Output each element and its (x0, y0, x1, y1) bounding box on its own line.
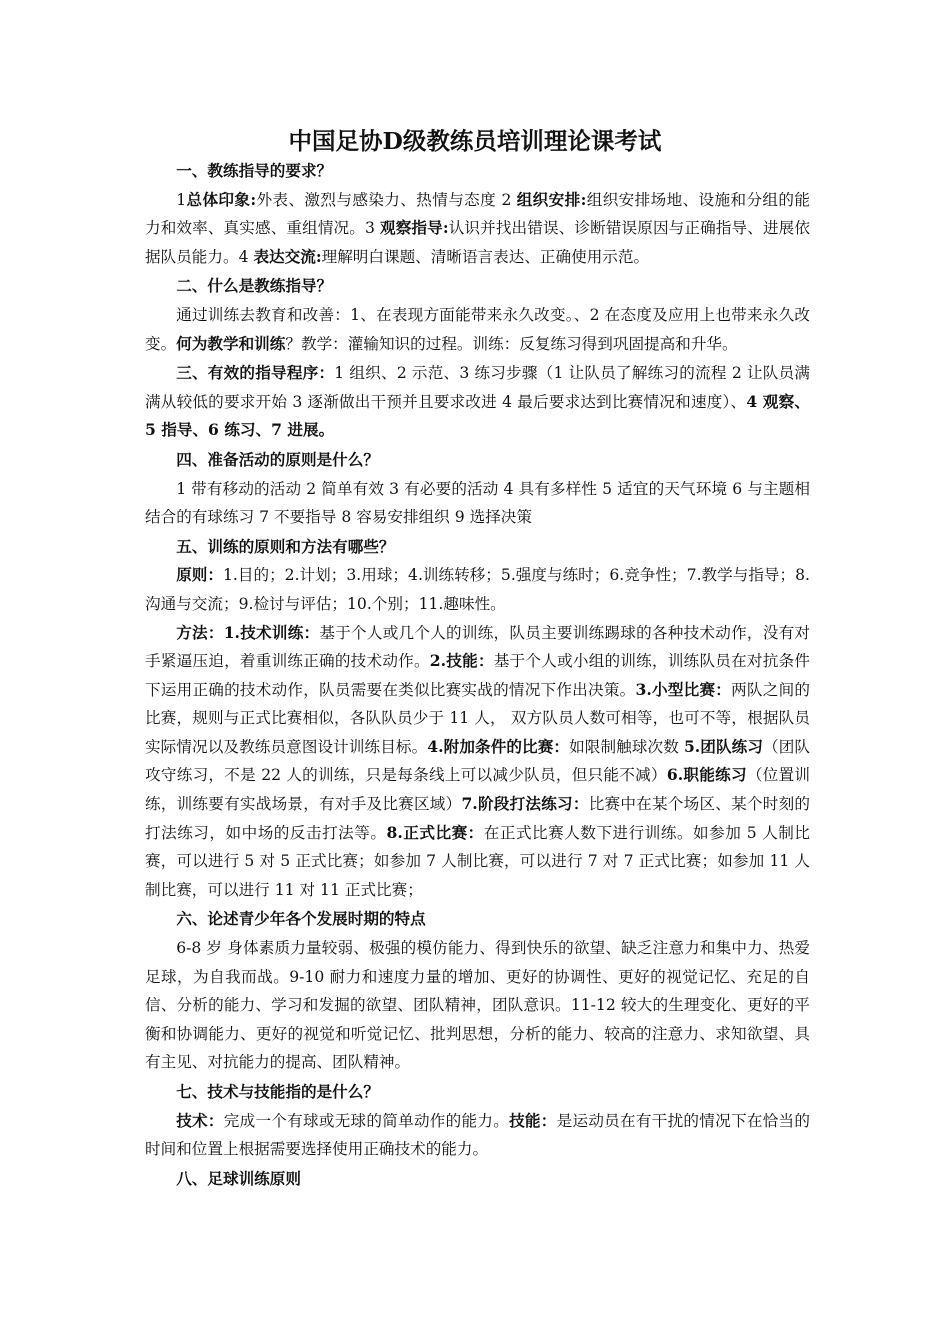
section-3-paragraph (145, 359, 810, 445)
bold-term: 2.技能： (429, 651, 494, 671)
bold-term: 7.阶段打法练习： (461, 794, 589, 814)
text-run: 1 (176, 190, 187, 209)
document-title: 中国足协D级教练员培训理论课考试 (288, 127, 662, 155)
text-run: 外表、激烈与感染力、热情与态度 2 (256, 190, 517, 209)
section-heading-6: 六、论述青少年各个发展时期的特点 (176, 909, 426, 929)
text-run: （团队攻守练习，不是 22 人的训练，只是每条线上可以减少队员，但只能不减） (145, 737, 810, 785)
section-2-paragraph (145, 301, 810, 358)
text-run: （位置训练，训练要有实战场景，有对手及比赛区域） (145, 766, 810, 814)
text-run: 是运动员在有干扰的情况下在恰当的时间和位置上根据需要选择使用正确技术的能力。 (145, 1111, 810, 1159)
text-run: 如限制触球次数 (569, 737, 684, 756)
bold-term: 组织安排: (516, 189, 587, 209)
section-heading-1: 一、教练指导的要求？ (176, 161, 333, 180)
methods-paragraph (145, 619, 810, 905)
bold-term: 表达交流: (253, 246, 322, 266)
text-run: 通过训练去教育和改善：1、在表现方面能带来永久改变。、2 在态度及应用上也带来永久改变。 (145, 305, 810, 353)
text-run: 完成一个有球或无球的简单动作的能力。 (223, 1111, 510, 1130)
section-7-paragraph (145, 1107, 810, 1164)
bold-term: 观察指导: (379, 218, 449, 238)
bold-term: 原则： (176, 565, 223, 585)
document-body (145, 156, 810, 1193)
text-run: 比赛中在某个场区、某个时刻的打法练习，如中场的反击打法等。 (145, 795, 810, 842)
section-4-paragraph: 1 带有移动的活动 2 简单有效 3 有必要的活动 4 具有多样性 5 适宜的天气环境 6 与主题相结合的有球练习 7 不要指导 8 容易安排组织 9 选择决策 (145, 479, 810, 527)
text-run: 理解明白课题、清晰语言表达、正确使用示范。 (321, 247, 650, 266)
text-run: 基于个人或几个人的训练，队员主要训练踢球的各种技术动作，没有对手紧逼压迫，着重训练正确的技术动作。 (145, 623, 810, 671)
section-6-paragraph: 6-8 岁 身体素质力量较弱、极强的模仿能力、得到快乐的欲望、缺乏注意力和集中力、热爱足球，为自我而战。9-10 耐力和速度力量的增加、更好的协调性、更好的视觉记忆、充足的自信、分析的能力、学习和发掘的欲望、团队精神，团队意识。11-12 较大的生理变化、更好的平衡和协调能力、更好的视觉和听觉记忆、批判思想，分析的能力、较高的注意力、求知欲望、具有主见、对抗能力的提高、团队精神。 (145, 939, 810, 1072)
bold-term: 总体印象: (186, 189, 257, 209)
text-run: 1.目的；2.计划；3.用球；4.训练转移；5.强度与练时；6.竞争性；7.教学与指导；8.沟通与交流；9.检讨与评估；10.个别；11.趣味性。 (145, 566, 810, 613)
text-run: 在正式比赛人数下进行训练。如参加 5 人制比赛，可以进行 5 对 5 正式比赛；如参加 7 人制比赛，可以进行 7 对 7 正式比赛；如参加 11 人制比赛，可以进行 11 对 11 正式比赛； (145, 823, 810, 899)
text-run: 两队之间的比赛，规则与正式比赛相似，各队队员少于 11 人， 双方队员人数可相等，也可不等，根据队员实际情况以及教练员意图设计训练目标。 (145, 680, 810, 756)
section-heading-2: 二、什么是教练指导？ (176, 276, 333, 296)
bold-term: 4.附加条件的比赛： (427, 736, 570, 756)
section-heading-3: 三、有效的指导程序： (176, 363, 335, 383)
principles-paragraph (145, 561, 810, 618)
section-1-paragraph (145, 186, 810, 272)
section-heading-5: 五、训练的原则和方法有哪些？ (176, 536, 395, 556)
bold-term: 技术： (176, 1110, 224, 1130)
text-run: 组织安排场地、设施和分组的能力和效率、真实感、重组情况。3 (145, 190, 810, 238)
bold-term: 何为教学和训练 (176, 333, 286, 353)
bold-term: 4 观察、5 指导、6 练习、7 进展。 (145, 391, 810, 440)
text-run: ？教学：灌输知识的过程。训练：反复练习得到巩固提高和升华。 (285, 334, 738, 353)
text-run: 基于个人或小组的训练，训练队员在对抗条件下运用正确的技术动作，队员需要在类似比赛实战的情况下作出决策。 (145, 652, 810, 699)
section-heading-7: 七、技术与技能指的是什么？ (176, 1082, 379, 1101)
bold-term: 5.团队练习 (683, 736, 764, 756)
bold-term: 方法：1.技术训练： (176, 622, 320, 642)
bold-term: 3.小型比赛： (635, 679, 732, 699)
section-heading-8: 八、足球训练原则 (176, 1168, 301, 1188)
bold-term: 6.职能练习 (666, 765, 747, 785)
bold-term: 技能： (509, 1110, 557, 1130)
text-run: 认识并找出错误、诊断错误原因与正确指导、进展依据队员能力。4 (145, 219, 810, 266)
section-heading-4: 四、准备活动的原则是什么？ (176, 449, 379, 469)
bold-term: 8.正式比赛： (386, 822, 484, 842)
text-run: 1 组织、2 示范、3 练习步骤（1 让队员了解练习的流程 2 让队员满满从较低的要求开始 3 逐渐做出干预并且要求改进 4 最后要求达到比赛情况和速度）、 (145, 364, 810, 411)
